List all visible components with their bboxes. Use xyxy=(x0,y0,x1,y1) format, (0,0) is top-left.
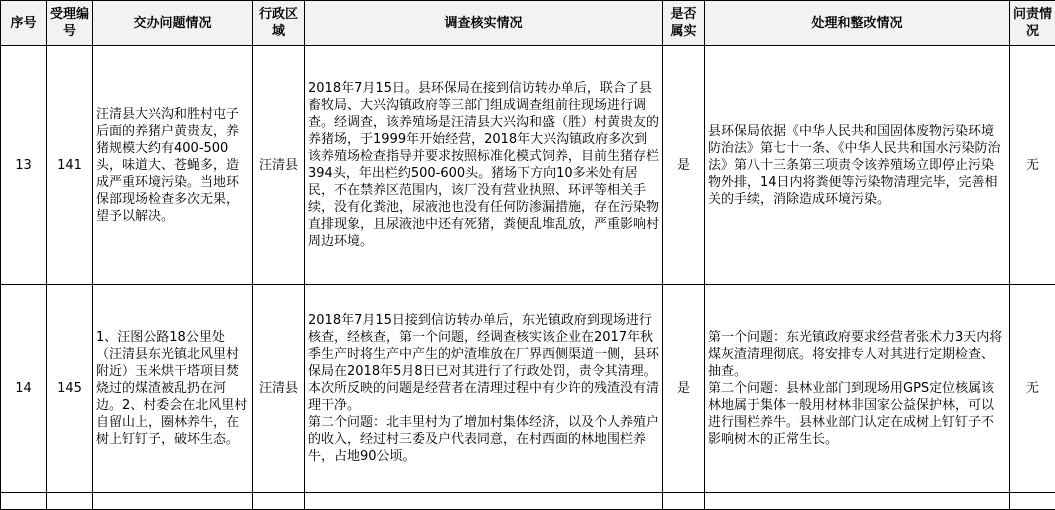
cell-seq: 13 xyxy=(1,46,47,285)
cell-verified: 是 xyxy=(663,46,705,285)
cell-accept-no: 145 xyxy=(47,285,93,493)
cell-investigation: 2018年7月15日。县环保局在接到信访转办单后，联合了县畜牧局、大兴沟镇政府等三部门组成调查组前往现场进行调查。经调查，该养殖场是汪清县大兴沟和盛（胜）村黄贵友的养猪场，于1999年开始经营，2018年大兴沟镇政府多次到该养殖场检查指导并要求按照标准化模式饲养，目前生猪存栏394头，年出栏约500-600头。猪场下方向10多米处有居民，不在禁养区范围内，该厂没有营业执照、环评等相关手续，没有化粪池，尿液池也没有任何防渗漏措施，存在污染物直排现象，且尿液池中还有死猪，粪便乱堆乱放，严重影响村周边环境。 xyxy=(305,46,663,285)
table-row xyxy=(1,285,1055,493)
cell-issue: 汪清县大兴沟和胜村屯子后面的养猪户黄贵友，养猪规模大约有400-500头，味道大、苍蝇多，造成严重环境污染。当地环保部现场检查多次无果，望予以解决。 xyxy=(93,46,253,285)
cell-accountability: 无 xyxy=(1010,46,1055,285)
table-row xyxy=(1,46,1055,285)
table-header-row xyxy=(1,1,1055,46)
cell-empty xyxy=(305,493,663,510)
cell-empty xyxy=(1010,493,1055,510)
cell-empty xyxy=(663,493,705,510)
cell-seq: 14 xyxy=(1,285,47,493)
header-handling: 处理和整改情况 xyxy=(705,1,1010,46)
header-accept-no: 受理编号 xyxy=(47,1,93,46)
header-verified: 是否属实 xyxy=(663,1,705,46)
cell-region: 汪清县 xyxy=(253,285,305,493)
cell-region: 汪清县 xyxy=(253,46,305,285)
cell-accountability: 无 xyxy=(1010,285,1055,493)
cell-empty xyxy=(705,493,1010,510)
cell-handling: 第一个问题：东光镇政府要求经营者张术力3天内将煤灰渣清理彻底。将安排专人对其进行定期检查、抽查。 第二个问题：县林业部门到现场用GPS定位核属该林地属于集体一般用材林非国家公益保护林，可以进行围栏养牛。县林业部门认定在成树上钉钉子不影响树木的正常生长。 xyxy=(705,285,1010,493)
header-region: 行政区域 xyxy=(253,1,305,46)
cell-accept-no: 141 xyxy=(47,46,93,285)
table-row-partial xyxy=(1,493,1055,510)
cell-empty xyxy=(253,493,305,510)
header-accountability: 问责情况 xyxy=(1010,1,1055,46)
cell-empty xyxy=(93,493,253,510)
cell-issue: 1、汪图公路18公里处（汪清县东光镇北风里村附近）玉米烘干塔项目焚烧过的煤渣被乱扔在河边。2、村委会在北风里村自留山上，圈林养牛，在树上钉钉子，破坏生态。 xyxy=(93,285,253,493)
header-issue: 交办问题情况 xyxy=(93,1,253,46)
cell-empty xyxy=(47,493,93,510)
cell-investigation: 2018年7月15日接到信访转办单后，东光镇政府到现场进行核查，经核查，第一个问题，经调查核实该企业在2017年秋季生产时将生产中产生的炉渣堆放在厂界西侧渠道一侧，县环保局在2018年5月8日已对其进行了行政处罚，责令其清理。本次所反映的问题是经营者在清理过程中有少许的残渣没有清理干净。 第二个问题：北丰里村为了增加村集体经济，以及个人养殖户的收入，经过村三委及户代表同意，在村西面的林地围栏养牛，占地90公顷。 xyxy=(305,285,663,493)
cell-verified: 是 xyxy=(663,285,705,493)
header-investigation: 调查核实情况 xyxy=(305,1,663,46)
cell-handling: 县环保局依据《中华人民共和国固体废物污染环境防治法》第七十一条、《中华人民共和国水污染防治法》第八十三条第三项责令该养殖场立即停止污染物外排，14日内将粪便等污染物清理完毕，完善相关的手续，消除造成环境污染。 xyxy=(705,46,1010,285)
cell-empty xyxy=(1,493,47,510)
header-seq: 序号 xyxy=(1,1,47,46)
